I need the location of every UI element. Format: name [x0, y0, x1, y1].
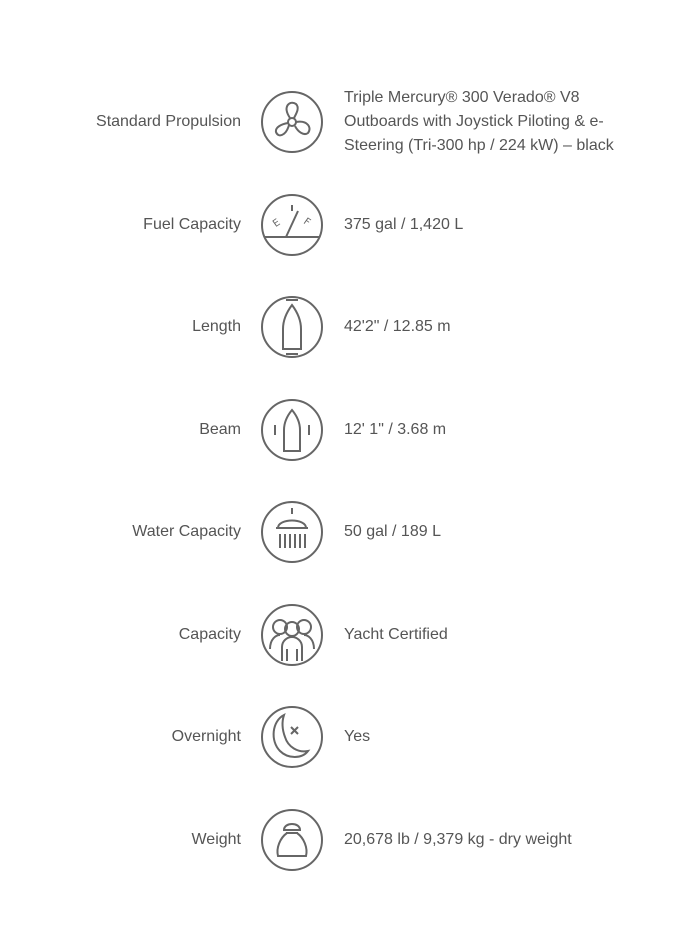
- spec-value: 50 gal / 189 L: [344, 523, 441, 540]
- svg-text:F: F: [301, 216, 313, 229]
- fuel-gauge-icon: [260, 193, 324, 257]
- spec-row-beam: [0, 398, 691, 462]
- spec-label: Length: [192, 318, 241, 335]
- spec-label: Water Capacity: [132, 523, 241, 540]
- weight-icon: [260, 808, 324, 872]
- spec-row-propulsion: [0, 90, 691, 154]
- spec-value: 375 gal / 1,420 L: [344, 216, 464, 233]
- spec-row-fuel-capacity: [0, 193, 691, 257]
- spec-value: Triple Mercury® 300 Verado® V8 Outboards with Joystick Piloting & e-Steering (Tri-300 hp / 224 kW) – black: [344, 89, 614, 154]
- spec-label: Beam: [199, 421, 241, 438]
- spec-row-overnight: [0, 705, 691, 769]
- propeller-icon: [260, 90, 324, 154]
- spec-label: Overnight: [171, 728, 241, 745]
- spec-row-weight: [0, 808, 691, 872]
- boat-length-icon: [260, 295, 324, 359]
- spec-row-water-capacity: [0, 500, 691, 564]
- spec-value: Yacht Certified: [344, 626, 448, 643]
- spec-label: Standard Propulsion: [96, 113, 241, 130]
- boat-beam-icon: [260, 398, 324, 462]
- spec-label: Fuel Capacity: [143, 216, 241, 233]
- svg-text:E: E: [271, 217, 283, 230]
- moon-icon: [260, 705, 324, 769]
- spec-label: Weight: [191, 831, 241, 848]
- spec-value: 20,678 lb / 9,379 kg - dry weight: [344, 831, 572, 848]
- people-icon: [260, 603, 324, 667]
- spec-label: Capacity: [178, 626, 241, 643]
- spec-row-capacity: [0, 603, 691, 667]
- shower-icon: [260, 500, 324, 564]
- spec-value: Yes: [344, 728, 371, 745]
- spec-row-length: [0, 295, 691, 359]
- spec-value: 42'2" / 12.85 m: [344, 318, 451, 335]
- spec-value: 12' 1" / 3.68 m: [344, 421, 447, 438]
